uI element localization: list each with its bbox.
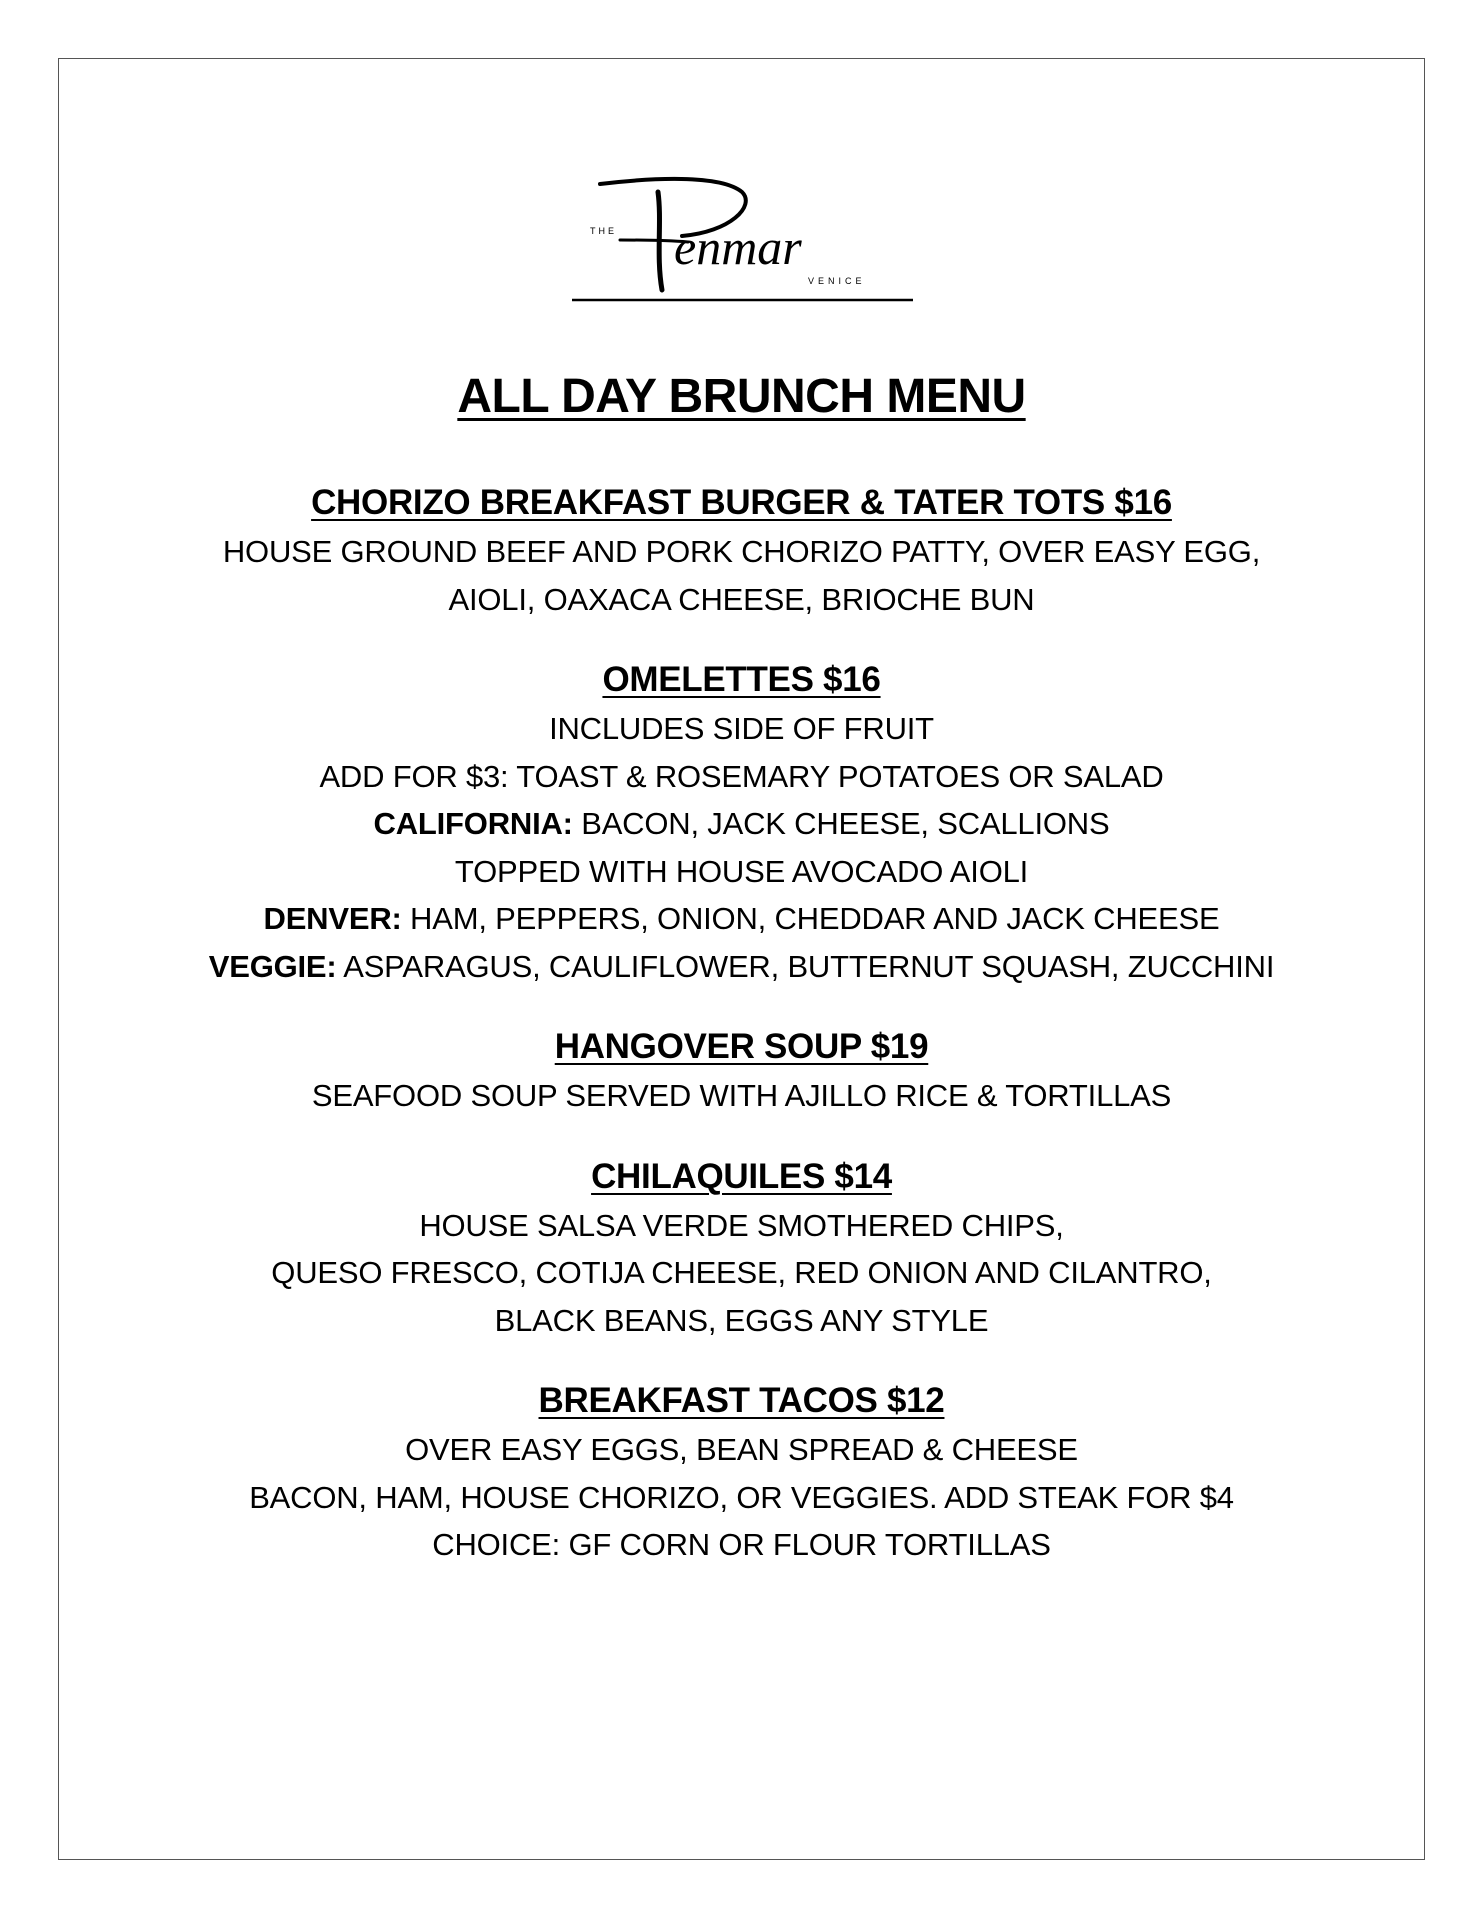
- menu-section-chorizo-burger: [58, 478, 1425, 623]
- description-line: ADD FOR $3: TOAST & ROSEMARY POTATOES OR SALAD: [319, 758, 1164, 794]
- description-line: HOUSE GROUND BEEF AND PORK CHORIZO PATTY, OVER EASY EGG,: [222, 534, 1261, 569]
- logo-name: enmar: [674, 219, 802, 275]
- omelette-option: [58, 895, 1425, 943]
- omelette-option: [58, 943, 1425, 991]
- menu: [58, 360, 1425, 1569]
- description-line: OVER EASY EGGS, BEAN SPREAD & CHEESE: [405, 1432, 1078, 1467]
- menu-section-hangover-soup: [58, 1022, 1425, 1120]
- description-line: BLACK BEANS, EGGS ANY STYLE: [494, 1302, 989, 1338]
- description-line: HOUSE SALSA VERDE SMOTHERED CHIPS,: [419, 1207, 1064, 1243]
- option-label: DENVER:: [263, 901, 402, 936]
- logo-the: THE: [590, 226, 617, 236]
- option-text: BACON, JACK CHEESE, SCALLIONS: [572, 806, 1110, 841]
- section-title: CHILAQUILES $14: [591, 1156, 892, 1196]
- description-line: BACON, HAM, HOUSE CHORIZO, OR VEGGIES. ADD STEAK FOR $4: [249, 1479, 1234, 1515]
- penmar-logo-graphic: [570, 170, 915, 305]
- section-title: OMELETTES $16: [602, 660, 881, 699]
- option-text: TOPPED WITH HOUSE AVOCADO AIOLI: [454, 853, 1029, 889]
- menu-section-breakfast-tacos: [58, 1376, 1425, 1569]
- menu-title: ALL DAY BRUNCH MENU: [457, 370, 1026, 423]
- option-text: HAM, PEPPERS, ONION, CHEDDAR AND JACK CHEESE: [401, 901, 1220, 936]
- logo-city: VENICE: [808, 276, 866, 286]
- menu-section-omelettes: [58, 655, 1425, 990]
- description-line: SEAFOOD SOUP SERVED WITH AJILLO RICE & TORTILLAS: [311, 1078, 1172, 1113]
- description-line: CHOICE: GF CORN OR FLOUR TORTILLAS: [432, 1527, 1051, 1562]
- description-line: QUESO FRESCO, COTIJA CHEESE, RED ONION AND CILANTRO,: [271, 1255, 1212, 1290]
- menu-section-chilaquiles: [58, 1152, 1425, 1345]
- section-title: HANGOVER SOUP $19: [554, 1027, 929, 1066]
- omelette-option: [58, 848, 1425, 896]
- option-label: VEGGIE:: [208, 948, 337, 984]
- section-title: BREAKFAST TACOS $12: [538, 1381, 945, 1420]
- omelette-option: [58, 800, 1425, 848]
- option-label: CALIFORNIA:: [373, 806, 573, 841]
- description-line: AIOLI, OAXACA CHEESE, BRIOCHE BUN: [448, 581, 1035, 617]
- restaurant-logo: [570, 170, 915, 305]
- section-title: CHORIZO BREAKFAST BURGER & TATER TOTS $16: [311, 483, 1172, 522]
- option-text: ASPARAGUS, CAULIFLOWER, BUTTERNUT SQUASH, ZUCCHINI: [336, 948, 1275, 984]
- description-line: INCLUDES SIDE OF FRUIT: [549, 711, 934, 746]
